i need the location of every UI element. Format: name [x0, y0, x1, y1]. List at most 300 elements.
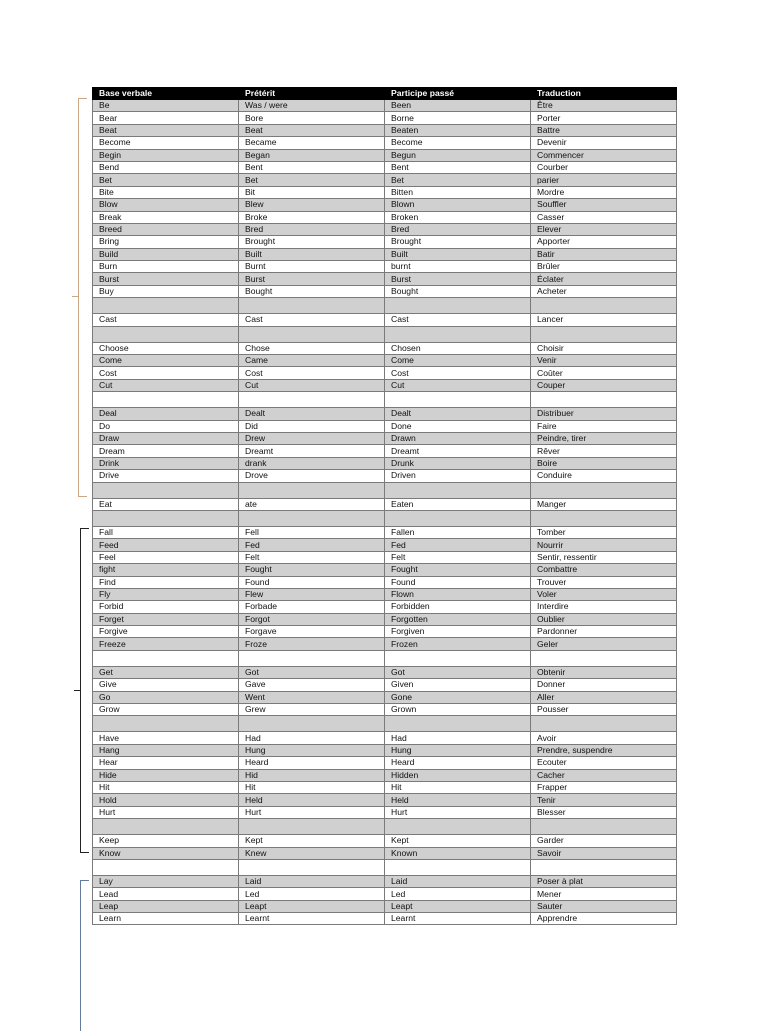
cell-preterit: Built [239, 248, 385, 260]
cell-base-verbale [93, 326, 239, 342]
cell-traduction [531, 716, 677, 732]
cell-base-verbale: Lead [93, 888, 239, 900]
cell-preterit [239, 510, 385, 526]
table-spacer-row [93, 859, 677, 875]
cell-traduction: Poser à plat [531, 875, 677, 887]
cell-base-verbale: Cut [93, 379, 239, 391]
cell-preterit: Gave [239, 679, 385, 691]
cell-preterit: Cast [239, 314, 385, 326]
cell-preterit: Held [239, 794, 385, 806]
cell-participe-passe: Led [385, 888, 531, 900]
cell-participe-passe: Burst [385, 273, 531, 285]
bracket-f-k [80, 528, 89, 853]
cell-preterit [239, 482, 385, 498]
cell-base-verbale: Give [93, 679, 239, 691]
cell-participe-passe: Felt [385, 551, 531, 563]
cell-preterit: Came [239, 355, 385, 367]
cell-participe-passe: Eaten [385, 498, 531, 510]
cell-preterit: Cut [239, 379, 385, 391]
table-row [93, 794, 677, 806]
cell-preterit: Found [239, 576, 385, 588]
cell-traduction: Mordre [531, 186, 677, 198]
cell-base-verbale [93, 650, 239, 666]
cell-participe-passe: Kept [385, 835, 531, 847]
cell-base-verbale: Cost [93, 367, 239, 379]
cell-participe-passe [385, 392, 531, 408]
cell-base-verbale [93, 859, 239, 875]
cell-preterit: Burnt [239, 261, 385, 273]
table-row [93, 248, 677, 260]
cell-base-verbale: Eat [93, 498, 239, 510]
cell-base-verbale: Cast [93, 314, 239, 326]
cell-traduction: Sauter [531, 900, 677, 912]
cell-preterit [239, 326, 385, 342]
cell-base-verbale: Hear [93, 757, 239, 769]
cell-traduction: Blesser [531, 806, 677, 818]
cell-preterit: Brought [239, 236, 385, 248]
table-row [93, 626, 677, 638]
cell-traduction: Interdire [531, 601, 677, 613]
cell-participe-passe: Forbidden [385, 601, 531, 613]
table-row [93, 420, 677, 432]
table-spacer-row [93, 392, 677, 408]
table-row [93, 199, 677, 211]
cell-traduction: Éclater [531, 273, 677, 285]
cell-base-verbale: Breed [93, 223, 239, 235]
table-spacer-row [93, 510, 677, 526]
cell-participe-passe: Had [385, 732, 531, 744]
table-row [93, 900, 677, 912]
cell-participe-passe: Brought [385, 236, 531, 248]
cell-base-verbale: Break [93, 211, 239, 223]
cell-base-verbale: Get [93, 666, 239, 678]
cell-base-verbale: Bite [93, 186, 239, 198]
cell-base-verbale: Learn [93, 913, 239, 925]
cell-traduction [531, 298, 677, 314]
table-row [93, 835, 677, 847]
cell-traduction: Elever [531, 223, 677, 235]
table-row [93, 526, 677, 538]
cell-preterit: Hurt [239, 806, 385, 818]
cell-participe-passe: Learnt [385, 913, 531, 925]
cell-traduction: Boire [531, 457, 677, 469]
table-row [93, 679, 677, 691]
cell-base-verbale: Go [93, 691, 239, 703]
cell-base-verbale [93, 819, 239, 835]
cell-participe-passe [385, 510, 531, 526]
cell-base-verbale: Feed [93, 539, 239, 551]
cell-traduction: Batir [531, 248, 677, 260]
cell-preterit: Grew [239, 704, 385, 716]
cell-participe-passe: Heard [385, 757, 531, 769]
table-row [93, 367, 677, 379]
cell-participe-passe: Drunk [385, 457, 531, 469]
cell-participe-passe: Known [385, 847, 531, 859]
table-row [93, 613, 677, 625]
cell-participe-passe: Blown [385, 199, 531, 211]
cell-base-verbale: Freeze [93, 638, 239, 650]
cell-base-verbale: Forgive [93, 626, 239, 638]
table-row [93, 355, 677, 367]
cell-preterit: Forgot [239, 613, 385, 625]
cell-preterit [239, 298, 385, 314]
table-body [93, 100, 677, 925]
table-row [93, 744, 677, 756]
cell-preterit: Hid [239, 769, 385, 781]
cell-base-verbale: Do [93, 420, 239, 432]
table-row [93, 137, 677, 149]
cell-participe-passe [385, 650, 531, 666]
cell-participe-passe: Bitten [385, 186, 531, 198]
cell-participe-passe: Become [385, 137, 531, 149]
cell-base-verbale: Have [93, 732, 239, 744]
cell-participe-passe: Cast [385, 314, 531, 326]
cell-base-verbale [93, 510, 239, 526]
cell-participe-passe [385, 819, 531, 835]
cell-traduction: Obtenir [531, 666, 677, 678]
table-row [93, 174, 677, 186]
cell-participe-passe: Been [385, 100, 531, 112]
cell-preterit: Fed [239, 539, 385, 551]
cell-participe-passe: Built [385, 248, 531, 260]
cell-participe-passe: Hit [385, 781, 531, 793]
table-row [93, 273, 677, 285]
table-spacer-row [93, 650, 677, 666]
cell-preterit: Heard [239, 757, 385, 769]
cell-preterit: Fought [239, 564, 385, 576]
cell-traduction: Avoir [531, 732, 677, 744]
cell-base-verbale: Feel [93, 551, 239, 563]
table-row [93, 498, 677, 510]
table-row [93, 913, 677, 925]
cell-preterit: Did [239, 420, 385, 432]
cell-preterit: Became [239, 137, 385, 149]
cell-base-verbale: Drive [93, 470, 239, 482]
cell-base-verbale: Become [93, 137, 239, 149]
cell-preterit: Was / were [239, 100, 385, 112]
header-participe-passe: Participe passé [385, 88, 531, 100]
bracket-b-d [78, 98, 87, 497]
cell-preterit [239, 716, 385, 732]
cell-traduction: Pardonner [531, 626, 677, 638]
cell-participe-passe: Hurt [385, 806, 531, 818]
cell-base-verbale: Burst [93, 273, 239, 285]
cell-base-verbale: Hit [93, 781, 239, 793]
cell-traduction: Devenir [531, 137, 677, 149]
cell-traduction: parier [531, 174, 677, 186]
table-row [93, 551, 677, 563]
cell-preterit [239, 859, 385, 875]
cell-traduction: Tenir [531, 794, 677, 806]
cell-traduction [531, 392, 677, 408]
cell-participe-passe [385, 482, 531, 498]
table-row [93, 285, 677, 297]
cell-traduction: Être [531, 100, 677, 112]
cell-traduction: Ecouter [531, 757, 677, 769]
cell-preterit [239, 650, 385, 666]
cell-traduction: Venir [531, 355, 677, 367]
header-traduction: Traduction [531, 88, 677, 100]
cell-base-verbale: Fly [93, 588, 239, 600]
cell-participe-passe [385, 859, 531, 875]
cell-traduction: Brûler [531, 261, 677, 273]
table-row [93, 161, 677, 173]
cell-preterit: Drew [239, 432, 385, 444]
cell-participe-passe: Bet [385, 174, 531, 186]
cell-traduction: Prendre, suspendre [531, 744, 677, 756]
table-row [93, 732, 677, 744]
cell-traduction: Savoir [531, 847, 677, 859]
table-spacer-row [93, 298, 677, 314]
cell-base-verbale: Draw [93, 432, 239, 444]
cell-preterit: Led [239, 888, 385, 900]
cell-preterit: Chose [239, 342, 385, 354]
cell-participe-passe [385, 298, 531, 314]
cell-traduction: Oublier [531, 613, 677, 625]
cell-traduction: Combattre [531, 564, 677, 576]
cell-base-verbale: Dream [93, 445, 239, 457]
irregular-verbs-table [92, 87, 677, 925]
cell-preterit [239, 392, 385, 408]
cell-traduction: Cacher [531, 769, 677, 781]
cell-base-verbale: Hold [93, 794, 239, 806]
cell-participe-passe: Grown [385, 704, 531, 716]
cell-base-verbale: Keep [93, 835, 239, 847]
cell-base-verbale: Bend [93, 161, 239, 173]
cell-participe-passe: Fallen [385, 526, 531, 538]
cell-preterit: Beat [239, 124, 385, 136]
cell-preterit: Bit [239, 186, 385, 198]
cell-participe-passe: Cost [385, 367, 531, 379]
cell-traduction: Acheter [531, 285, 677, 297]
cell-traduction: Tomber [531, 526, 677, 538]
table-row [93, 769, 677, 781]
cell-participe-passe: Chosen [385, 342, 531, 354]
cell-participe-passe: Fought [385, 564, 531, 576]
header-preterit: Prétérit [239, 88, 385, 100]
cell-base-verbale: Drink [93, 457, 239, 469]
cell-participe-passe: burnt [385, 261, 531, 273]
cell-participe-passe: Frozen [385, 638, 531, 650]
cell-base-verbale: Leap [93, 900, 239, 912]
cell-traduction: Peindre, tirer [531, 432, 677, 444]
cell-traduction: Rêver [531, 445, 677, 457]
cell-preterit: Felt [239, 551, 385, 563]
table-row [93, 704, 677, 716]
cell-base-verbale: Choose [93, 342, 239, 354]
cell-preterit: Hung [239, 744, 385, 756]
cell-participe-passe: Gone [385, 691, 531, 703]
cell-preterit: Had [239, 732, 385, 744]
cell-traduction: Souffler [531, 199, 677, 211]
table-spacer-row [93, 819, 677, 835]
table-row [93, 691, 677, 703]
table-row [93, 379, 677, 391]
table-row [93, 149, 677, 161]
cell-traduction: Faire [531, 420, 677, 432]
bracket-f-k-tip [74, 690, 81, 691]
cell-preterit: Burst [239, 273, 385, 285]
cell-participe-passe: Forgotten [385, 613, 531, 625]
cell-traduction [531, 819, 677, 835]
table-row [93, 666, 677, 678]
cell-base-verbale: Know [93, 847, 239, 859]
cell-preterit: Drove [239, 470, 385, 482]
cell-preterit: Cost [239, 367, 385, 379]
table-row [93, 806, 677, 818]
cell-participe-passe: Hidden [385, 769, 531, 781]
cell-preterit: Bought [239, 285, 385, 297]
cell-participe-passe: Bred [385, 223, 531, 235]
cell-base-verbale: Begin [93, 149, 239, 161]
cell-traduction [531, 326, 677, 342]
cell-participe-passe: Flown [385, 588, 531, 600]
table-row [93, 588, 677, 600]
table-row [93, 875, 677, 887]
table-row [93, 888, 677, 900]
cell-base-verbale: Burn [93, 261, 239, 273]
cell-preterit: Knew [239, 847, 385, 859]
cell-base-verbale [93, 392, 239, 408]
cell-preterit [239, 819, 385, 835]
cell-base-verbale: Be [93, 100, 239, 112]
cell-participe-passe: Dreamt [385, 445, 531, 457]
cell-participe-passe [385, 326, 531, 342]
cell-traduction: Trouver [531, 576, 677, 588]
cell-traduction [531, 650, 677, 666]
table-row [93, 576, 677, 588]
table-row [93, 457, 677, 469]
cell-participe-passe: Leapt [385, 900, 531, 912]
cell-participe-passe: Given [385, 679, 531, 691]
cell-traduction: Aller [531, 691, 677, 703]
cell-traduction: Pousser [531, 704, 677, 716]
table-row [93, 314, 677, 326]
table-row [93, 342, 677, 354]
cell-base-verbale: Deal [93, 408, 239, 420]
cell-preterit: Leapt [239, 900, 385, 912]
cell-traduction [531, 859, 677, 875]
table-spacer-row [93, 326, 677, 342]
cell-traduction: Nourrir [531, 539, 677, 551]
cell-traduction: Distribuer [531, 408, 677, 420]
cell-base-verbale [93, 482, 239, 498]
table-row [93, 186, 677, 198]
cell-traduction [531, 482, 677, 498]
table-row [93, 601, 677, 613]
table-row [93, 757, 677, 769]
cell-preterit: Dealt [239, 408, 385, 420]
cell-participe-passe: Cut [385, 379, 531, 391]
cell-participe-passe: Got [385, 666, 531, 678]
cell-preterit: Froze [239, 638, 385, 650]
table-row [93, 100, 677, 112]
cell-traduction: Donner [531, 679, 677, 691]
cell-traduction: Frapper [531, 781, 677, 793]
table-row [93, 432, 677, 444]
table-spacer-row [93, 716, 677, 732]
cell-preterit: ate [239, 498, 385, 510]
table-row [93, 112, 677, 124]
cell-base-verbale: Buy [93, 285, 239, 297]
table-header-row [93, 88, 677, 100]
cell-base-verbale: Beat [93, 124, 239, 136]
cell-traduction: Coûter [531, 367, 677, 379]
cell-base-verbale [93, 716, 239, 732]
cell-base-verbale: Bring [93, 236, 239, 248]
table-row [93, 539, 677, 551]
cell-preterit: Forbade [239, 601, 385, 613]
cell-traduction: Porter [531, 112, 677, 124]
cell-traduction: Commencer [531, 149, 677, 161]
table-spacer-row [93, 482, 677, 498]
cell-participe-passe: Fed [385, 539, 531, 551]
cell-preterit: Bred [239, 223, 385, 235]
cell-traduction: Apporter [531, 236, 677, 248]
table-row [93, 261, 677, 273]
cell-traduction: Choisir [531, 342, 677, 354]
cell-participe-passe: Beaten [385, 124, 531, 136]
cell-preterit: Bore [239, 112, 385, 124]
cell-traduction: Apprendre [531, 913, 677, 925]
table-row [93, 564, 677, 576]
cell-traduction: Couper [531, 379, 677, 391]
cell-traduction [531, 510, 677, 526]
cell-traduction: Voler [531, 588, 677, 600]
cell-traduction: Lancer [531, 314, 677, 326]
cell-participe-passe: Held [385, 794, 531, 806]
cell-base-verbale: Blow [93, 199, 239, 211]
cell-participe-passe: Done [385, 420, 531, 432]
cell-preterit: Bent [239, 161, 385, 173]
cell-traduction: Mener [531, 888, 677, 900]
cell-base-verbale: Find [93, 576, 239, 588]
cell-base-verbale: Come [93, 355, 239, 367]
cell-preterit: Broke [239, 211, 385, 223]
cell-traduction: Courber [531, 161, 677, 173]
cell-traduction: Sentir, ressentir [531, 551, 677, 563]
cell-base-verbale: Fall [93, 526, 239, 538]
table-row [93, 124, 677, 136]
table-row [93, 445, 677, 457]
cell-participe-passe: Broken [385, 211, 531, 223]
cell-base-verbale [93, 298, 239, 314]
cell-preterit: Learnt [239, 913, 385, 925]
cell-participe-passe: Forgiven [385, 626, 531, 638]
cell-base-verbale: Bet [93, 174, 239, 186]
cell-base-verbale: Build [93, 248, 239, 260]
cell-participe-passe: Borne [385, 112, 531, 124]
cell-traduction: Garder [531, 835, 677, 847]
cell-participe-passe: Driven [385, 470, 531, 482]
cell-base-verbale: Lay [93, 875, 239, 887]
cell-participe-passe: Found [385, 576, 531, 588]
table-row [93, 211, 677, 223]
bracket-b-d-tip [72, 296, 79, 297]
table-row [93, 638, 677, 650]
table-row [93, 470, 677, 482]
cell-traduction: Casser [531, 211, 677, 223]
cell-preterit: Flew [239, 588, 385, 600]
irregular-verbs-sheet [92, 87, 676, 925]
cell-participe-passe: Bought [385, 285, 531, 297]
cell-traduction: Conduire [531, 470, 677, 482]
cell-base-verbale: Bear [93, 112, 239, 124]
cell-preterit: Got [239, 666, 385, 678]
cell-preterit: Hit [239, 781, 385, 793]
cell-base-verbale: Hurt [93, 806, 239, 818]
cell-traduction: Battre [531, 124, 677, 136]
